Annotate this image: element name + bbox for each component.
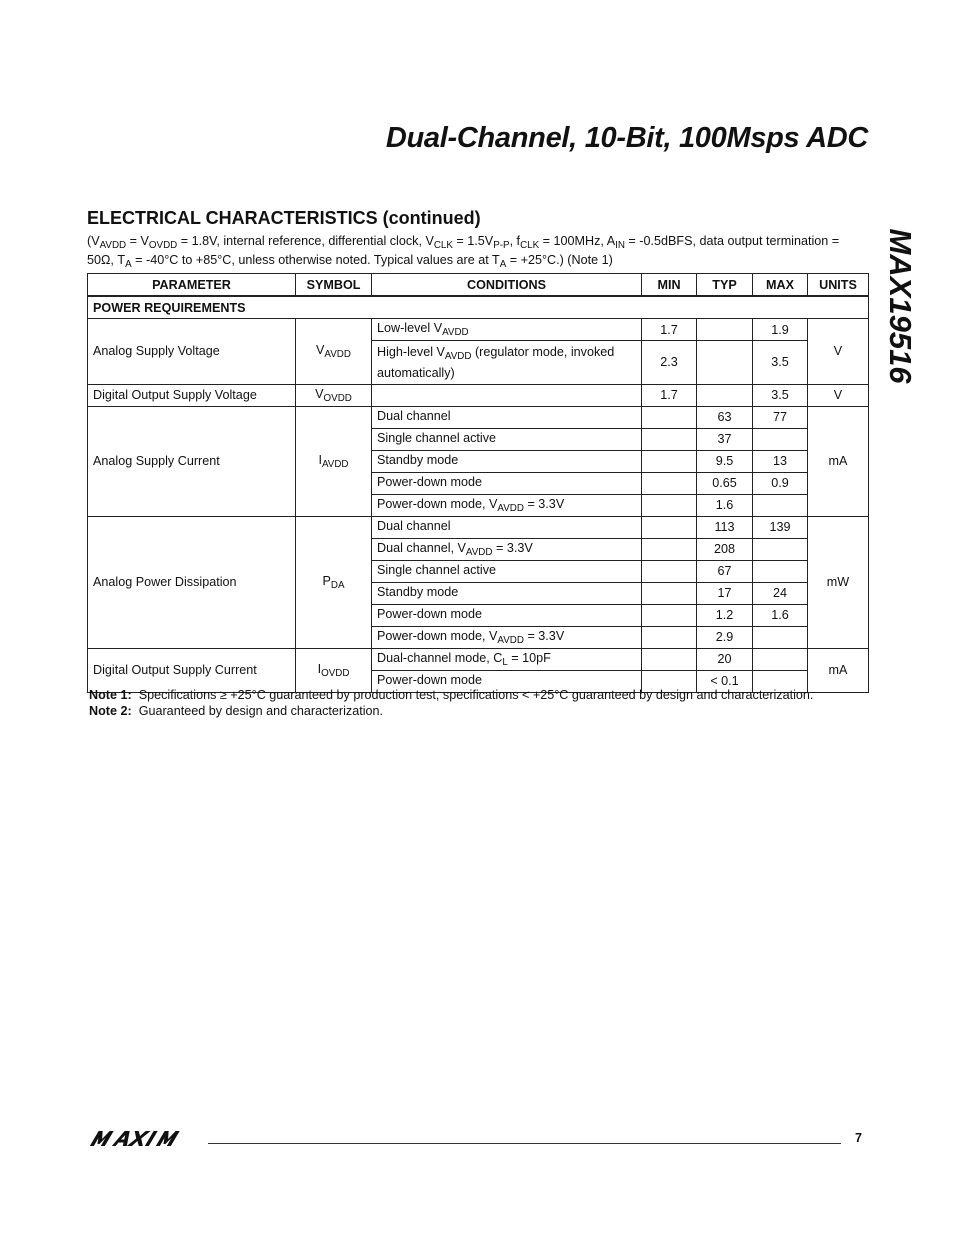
typ-cell — [697, 341, 753, 385]
min-cell — [642, 560, 697, 582]
max-cell: 3.5 — [753, 384, 808, 406]
section-title: ELECTRICAL CHARACTERISTICS (continued) — [87, 208, 481, 228]
max-cell — [753, 538, 808, 560]
max-cell: 77 — [753, 406, 808, 428]
section-row-title: POWER REQUIREMENTS — [88, 296, 869, 319]
typ-cell: 2.9 — [697, 626, 753, 648]
max-cell — [753, 648, 808, 670]
table-row — [88, 406, 869, 428]
max-cell: 139 — [753, 516, 808, 538]
max-cell: 24 — [753, 582, 808, 604]
typ-cell: 208 — [697, 538, 753, 560]
typ-cell: 9.5 — [697, 450, 753, 472]
col-header-max: MAX — [753, 274, 808, 297]
max-cell — [753, 626, 808, 648]
conditions-cell: Single channel active — [372, 560, 642, 582]
typ-cell: < 0.1 — [697, 670, 753, 692]
max-cell — [753, 428, 808, 450]
part-number-vertical — [870, 216, 930, 396]
typ-cell — [697, 319, 753, 341]
typ-cell: 20 — [697, 648, 753, 670]
units-cell: mA — [808, 406, 869, 516]
section-row — [88, 296, 869, 319]
symbol-cell: $V_{OVDD}$ — [296, 384, 372, 406]
symbol-cell: $V_{AVDD}$ — [296, 319, 372, 385]
units-cell: V — [808, 319, 869, 385]
typ-cell: 0.65 — [697, 472, 753, 494]
conditions-cell: Dual-channel mode, $C_L = 10pF$ — [372, 648, 642, 670]
col-header-typ: TYP — [697, 274, 753, 297]
table-header-row — [88, 274, 869, 297]
typ-cell: 17 — [697, 582, 753, 604]
min-cell: 1.7 — [642, 384, 697, 406]
conditions-cell: Single channel active — [372, 428, 642, 450]
maxim-logo — [89, 1130, 201, 1152]
conditions-cell: Power-down mode, $V_{AVDD} = 3.3V$ — [372, 494, 642, 516]
col-header-symbol: SYMBOL — [296, 274, 372, 297]
col-header-conditions: CONDITIONS — [372, 274, 642, 297]
parameter-cell: Analog Supply Voltage — [88, 319, 296, 385]
conditions-cell: Dual channel, $V_{AVDD} = 3.3V$ — [372, 538, 642, 560]
typ-cell: 113 — [697, 516, 753, 538]
units-cell: V — [808, 384, 869, 406]
min-cell — [642, 450, 697, 472]
typ-cell: 63 — [697, 406, 753, 428]
max-cell: 3.5 — [753, 341, 808, 385]
col-header-parameter: PARAMETER — [88, 274, 296, 297]
min-cell — [642, 428, 697, 450]
min-cell — [642, 604, 697, 626]
min-cell — [642, 626, 697, 648]
svg-text:MAXIM: MAXIM — [89, 1130, 93, 1131]
units-cell: mA — [808, 648, 869, 692]
test-conditions: ($V_{AVDD} = V_{OVDD} = 1.8V$, internal reference, differential clock, $V_{CLK} = 1.5V_{P-P}$, $f_{CLK} = 100MHz$, $A_{IN}$ = -0.5dBFS, data output termination = 50Ω, $T_A = -40^\circ C$ to +85°C, unless otherwise noted. Typical values are at $T_A = +25^\circ C$.) (Note 1) — [87, 234, 840, 270]
symbol-cell: $P_{DA}$ — [296, 516, 372, 648]
min-cell: 2.3 — [642, 341, 697, 385]
conditions-cell: Low-level $V_{AVDD}$ — [372, 319, 642, 341]
electrical-characteristics-table — [87, 273, 869, 693]
col-header-units: UNITS — [808, 274, 869, 297]
table-row — [88, 516, 869, 538]
conditions-cell: Power-down mode — [372, 604, 642, 626]
part-number: MAX19516 — [883, 228, 918, 384]
typ-cell: 1.2 — [697, 604, 753, 626]
max-cell: 1.9 — [753, 319, 808, 341]
conditions-cell: Dual channel — [372, 516, 642, 538]
max-cell: 0.9 — [753, 472, 808, 494]
footer-rule — [208, 1143, 841, 1144]
min-cell — [642, 582, 697, 604]
note-1: Note 1: Specifications ≥ +25°C guaranteed by production test, specifications < +25°C guaranteed by design and characterization. — [89, 688, 814, 702]
min-cell — [642, 472, 697, 494]
conditions-cell: Power-down mode, $V_{AVDD} = 3.3V$ — [372, 626, 642, 648]
min-cell — [642, 538, 697, 560]
conditions-cell: Power-down mode — [372, 472, 642, 494]
conditions-cell: High-level $V_{AVDD}$ (regulator mode, invoked automatically) — [372, 341, 642, 385]
max-cell: 13 — [753, 450, 808, 472]
table-row — [88, 319, 869, 341]
typ-cell — [697, 384, 753, 406]
typ-cell: 1.6 — [697, 494, 753, 516]
typ-cell: 37 — [697, 428, 753, 450]
parameter-cell: Analog Supply Current — [88, 406, 296, 516]
symbol-cell: $I_{AVDD}$ — [296, 406, 372, 516]
typ-cell: 67 — [697, 560, 753, 582]
page-number: 7 — [855, 1131, 863, 1145]
min-cell — [642, 406, 697, 428]
col-header-min: MIN — [642, 274, 697, 297]
units-cell: mW — [808, 516, 869, 648]
max-cell: 1.6 — [753, 604, 808, 626]
table-row — [88, 384, 869, 406]
table-row — [88, 648, 869, 670]
min-cell — [642, 516, 697, 538]
max-cell — [753, 560, 808, 582]
min-cell: 1.7 — [642, 319, 697, 341]
max-cell — [753, 494, 808, 516]
conditions-cell: Power-down mode — [372, 670, 642, 692]
note-2: Note 2: Guaranteed by design and characterization. — [89, 704, 384, 718]
page-title: Dual-Channel, 10-Bit, 100Msps ADC — [385, 122, 868, 154]
parameter-cell: Digital Output Supply Voltage — [88, 384, 296, 406]
conditions-cell: Standby mode — [372, 450, 642, 472]
parameter-cell: Digital Output Supply Current — [88, 648, 296, 692]
min-cell — [642, 494, 697, 516]
parameter-cell: Analog Power Dissipation — [88, 516, 296, 648]
conditions-cell — [372, 384, 642, 406]
min-cell — [642, 648, 697, 670]
conditions-cell: Standby mode — [372, 582, 642, 604]
symbol-cell: $I_{OVDD}$ — [296, 648, 372, 692]
conditions-cell: Dual channel — [372, 406, 642, 428]
notes — [89, 687, 813, 719]
